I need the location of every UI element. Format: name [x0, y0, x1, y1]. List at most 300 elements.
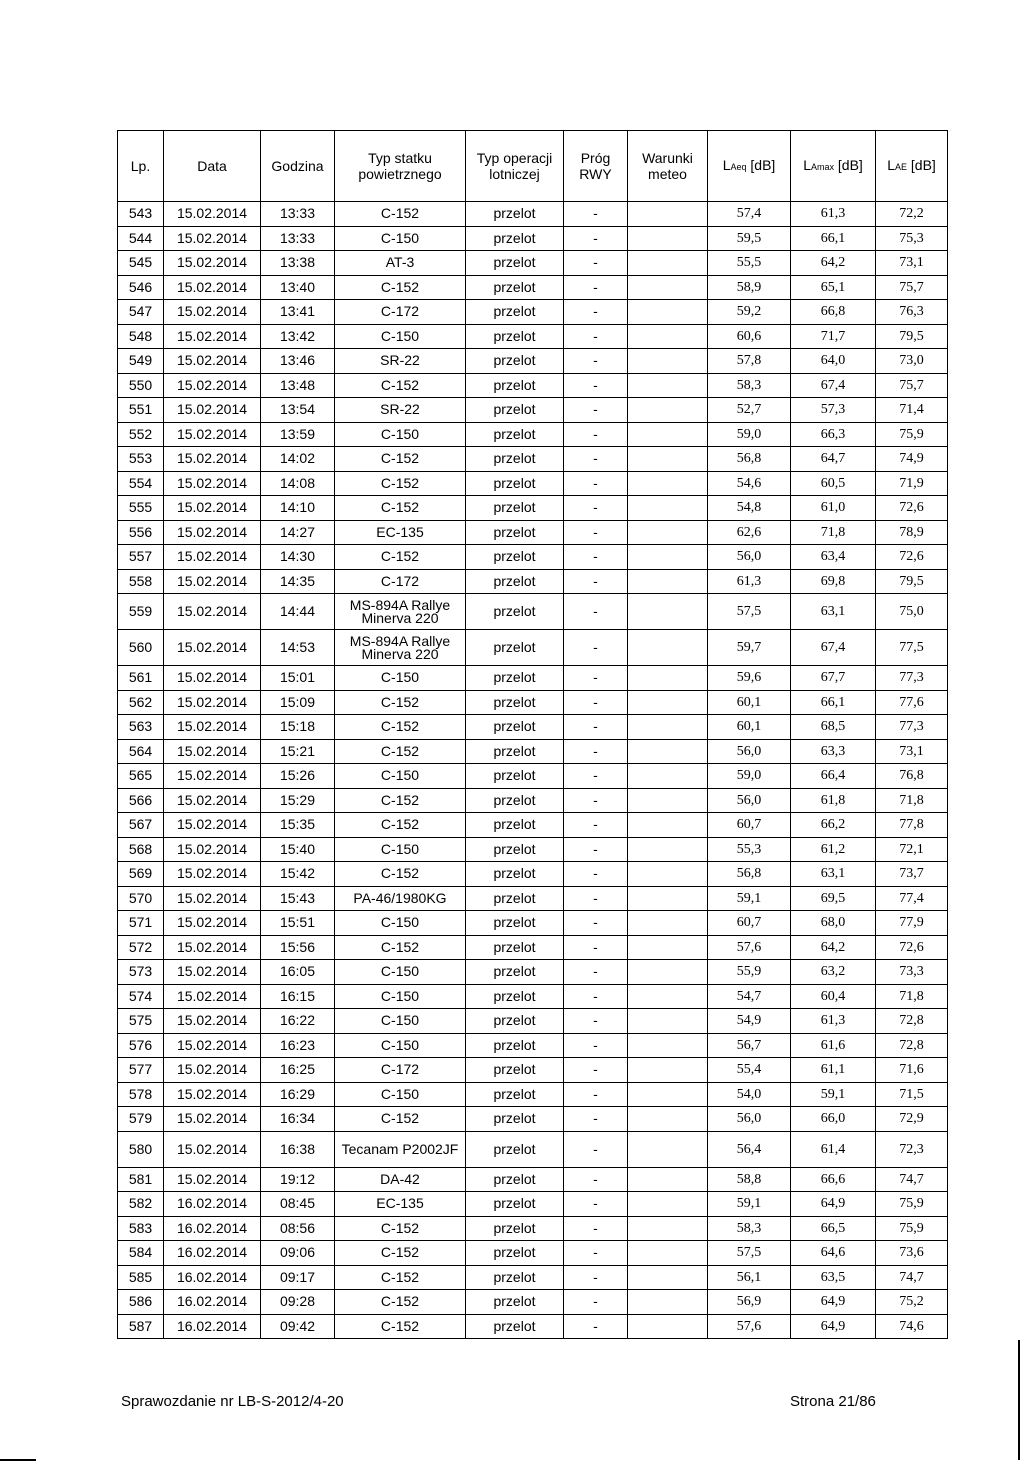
table-row — [118, 1216, 948, 1241]
cell-lamax: 68,0 — [791, 911, 876, 936]
table-row — [118, 788, 948, 813]
cell-lamax: 66,6 — [791, 1167, 876, 1192]
cell-data: 15.02.2014 — [164, 690, 261, 715]
cell-typ-statku: SR-22 — [335, 398, 466, 423]
header-lae-unit: [dB] — [907, 157, 936, 173]
cell-lp: 561 — [118, 666, 164, 691]
cell-lamax: 59,1 — [791, 1082, 876, 1107]
cell-lamax: 63,2 — [791, 960, 876, 985]
cell-typ-statku: C-152 — [335, 275, 466, 300]
cell-lae: 72,9 — [876, 1107, 948, 1132]
cell-warunki — [628, 1058, 708, 1083]
cell-lae: 75,7 — [876, 275, 948, 300]
cell-data: 15.02.2014 — [164, 349, 261, 374]
cell-godzina: 15:26 — [261, 764, 335, 789]
cell-prog: - — [564, 630, 628, 666]
cell-typ-statku: SR-22 — [335, 349, 466, 374]
cell-laeq: 59,0 — [708, 422, 791, 447]
table-row — [118, 715, 948, 740]
cell-warunki — [628, 739, 708, 764]
cell-laeq: 54,0 — [708, 1082, 791, 1107]
table-row — [118, 862, 948, 887]
cell-prog: - — [564, 324, 628, 349]
cell-lae: 77,9 — [876, 911, 948, 936]
cell-godzina: 19:12 — [261, 1167, 335, 1192]
cell-typ-operacji: przelot — [466, 202, 564, 227]
table-row — [118, 739, 948, 764]
cell-warunki — [628, 226, 708, 251]
cell-warunki — [628, 764, 708, 789]
cell-typ-operacji: przelot — [466, 666, 564, 691]
cell-lae: 75,9 — [876, 422, 948, 447]
cell-prog: - — [564, 1216, 628, 1241]
cell-typ-operacji: przelot — [466, 1241, 564, 1266]
table-row — [118, 251, 948, 276]
cell-warunki — [628, 666, 708, 691]
cell-lp: 581 — [118, 1167, 164, 1192]
cell-data: 15.02.2014 — [164, 545, 261, 570]
page-number: Strona 21/86 — [790, 1393, 876, 1410]
cell-lamax: 67,7 — [791, 666, 876, 691]
cell-laeq: 57,4 — [708, 202, 791, 227]
cell-warunki — [628, 984, 708, 1009]
cell-godzina: 13:40 — [261, 275, 335, 300]
cell-lp: 558 — [118, 569, 164, 594]
cell-lamax: 60,5 — [791, 471, 876, 496]
cell-data: 16.02.2014 — [164, 1265, 261, 1290]
table-header — [118, 131, 948, 202]
cell-data: 15.02.2014 — [164, 715, 261, 740]
cell-lae: 79,5 — [876, 569, 948, 594]
cell-data: 15.02.2014 — [164, 300, 261, 325]
cell-godzina: 14:30 — [261, 545, 335, 570]
cell-laeq: 58,9 — [708, 275, 791, 300]
cell-typ-statku: C-150 — [335, 960, 466, 985]
cell-lp: 583 — [118, 1216, 164, 1241]
cell-typ-operacji: przelot — [466, 398, 564, 423]
cell-godzina: 08:45 — [261, 1192, 335, 1217]
cell-data: 15.02.2014 — [164, 447, 261, 472]
cell-prog: - — [564, 739, 628, 764]
cell-godzina: 15:21 — [261, 739, 335, 764]
cell-prog: - — [564, 275, 628, 300]
cell-laeq: 60,6 — [708, 324, 791, 349]
header-lamax — [791, 131, 876, 202]
table-row — [118, 935, 948, 960]
header-lamax-sub: Amax — [810, 162, 834, 172]
cell-lae: 73,7 — [876, 862, 948, 887]
cell-lp: 566 — [118, 788, 164, 813]
cell-lp: 579 — [118, 1107, 164, 1132]
cell-typ-statku: C-152 — [335, 447, 466, 472]
cell-lae: 76,3 — [876, 300, 948, 325]
table-row — [118, 300, 948, 325]
cell-laeq: 54,9 — [708, 1009, 791, 1034]
cell-typ-statku: Tecanam P2002JF — [335, 1131, 466, 1167]
cell-typ-statku: C-150 — [335, 226, 466, 251]
cell-warunki — [628, 251, 708, 276]
table-row — [118, 837, 948, 862]
cell-laeq: 58,8 — [708, 1167, 791, 1192]
cell-godzina: 15:51 — [261, 911, 335, 936]
cell-prog: - — [564, 569, 628, 594]
cell-typ-statku: C-150 — [335, 764, 466, 789]
cell-typ-operacji: przelot — [466, 935, 564, 960]
table-row — [118, 984, 948, 1009]
cell-prog: - — [564, 935, 628, 960]
cell-data: 15.02.2014 — [164, 1082, 261, 1107]
cell-laeq: 59,1 — [708, 1192, 791, 1217]
cell-lp: 555 — [118, 496, 164, 521]
cell-lae: 74,7 — [876, 1265, 948, 1290]
cell-prog: - — [564, 202, 628, 227]
cell-godzina: 09:42 — [261, 1314, 335, 1339]
cell-typ-operacji: przelot — [466, 1265, 564, 1290]
cell-typ-statku: C-152 — [335, 715, 466, 740]
cell-laeq: 56,8 — [708, 862, 791, 887]
cell-warunki — [628, 690, 708, 715]
cell-godzina: 15:35 — [261, 813, 335, 838]
cell-data: 15.02.2014 — [164, 935, 261, 960]
cell-laeq: 54,8 — [708, 496, 791, 521]
cell-typ-statku: C-152 — [335, 373, 466, 398]
cell-lae: 73,6 — [876, 1241, 948, 1266]
cell-prog: - — [564, 373, 628, 398]
cell-laeq: 57,5 — [708, 594, 791, 630]
cell-data: 15.02.2014 — [164, 398, 261, 423]
table-body — [118, 202, 948, 1339]
cell-lp: 576 — [118, 1033, 164, 1058]
cell-laeq: 59,7 — [708, 630, 791, 666]
cell-warunki — [628, 788, 708, 813]
cell-laeq: 56,7 — [708, 1033, 791, 1058]
cell-typ-statku: C-150 — [335, 666, 466, 691]
cell-data: 15.02.2014 — [164, 1167, 261, 1192]
cell-warunki — [628, 837, 708, 862]
table-row — [118, 1033, 948, 1058]
cell-godzina: 16:15 — [261, 984, 335, 1009]
table-row — [118, 398, 948, 423]
cell-prog: - — [564, 1290, 628, 1315]
cell-typ-statku: C-172 — [335, 300, 466, 325]
cell-warunki — [628, 862, 708, 887]
table-row — [118, 226, 948, 251]
cell-lamax: 64,0 — [791, 349, 876, 374]
table-row — [118, 447, 948, 472]
bottom-dash-mark — [0, 1459, 36, 1461]
cell-data: 15.02.2014 — [164, 764, 261, 789]
table-row — [118, 275, 948, 300]
cell-lamax: 66,5 — [791, 1216, 876, 1241]
cell-data: 15.02.2014 — [164, 886, 261, 911]
cell-prog: - — [564, 251, 628, 276]
cell-lae: 72,8 — [876, 1009, 948, 1034]
table-row — [118, 545, 948, 570]
cell-laeq: 55,4 — [708, 1058, 791, 1083]
cell-lp: 571 — [118, 911, 164, 936]
cell-lae: 72,8 — [876, 1033, 948, 1058]
cell-prog: - — [564, 398, 628, 423]
cell-lp: 559 — [118, 594, 164, 630]
cell-typ-statku: C-152 — [335, 496, 466, 521]
table-row — [118, 1314, 948, 1339]
cell-prog: - — [564, 1192, 628, 1217]
cell-godzina: 13:33 — [261, 202, 335, 227]
cell-prog: - — [564, 1033, 628, 1058]
cell-data: 15.02.2014 — [164, 960, 261, 985]
cell-lae: 72,6 — [876, 935, 948, 960]
header-lae-main: L — [887, 157, 895, 173]
cell-warunki — [628, 594, 708, 630]
cell-godzina: 15:56 — [261, 935, 335, 960]
cell-lae: 77,8 — [876, 813, 948, 838]
header-lae — [876, 131, 948, 202]
cell-data: 15.02.2014 — [164, 862, 261, 887]
cell-lp: 570 — [118, 886, 164, 911]
header-lae-sub: AE — [894, 162, 907, 172]
table-row — [118, 422, 948, 447]
cell-typ-statku: AT-3 — [335, 251, 466, 276]
cell-laeq: 56,1 — [708, 1265, 791, 1290]
cell-typ-statku: C-152 — [335, 471, 466, 496]
cell-godzina: 15:43 — [261, 886, 335, 911]
cell-warunki — [628, 1082, 708, 1107]
table-row — [118, 813, 948, 838]
cell-lamax: 64,9 — [791, 1290, 876, 1315]
cell-lp: 572 — [118, 935, 164, 960]
cell-lp: 562 — [118, 690, 164, 715]
cell-prog: - — [564, 422, 628, 447]
cell-godzina: 13:42 — [261, 324, 335, 349]
cell-typ-statku: C-150 — [335, 422, 466, 447]
cell-laeq: 59,5 — [708, 226, 791, 251]
cell-typ-operacji: przelot — [466, 862, 564, 887]
cell-lae: 71,6 — [876, 1058, 948, 1083]
cell-laeq: 56,0 — [708, 1107, 791, 1132]
cell-data: 15.02.2014 — [164, 520, 261, 545]
cell-laeq: 60,7 — [708, 813, 791, 838]
cell-godzina: 15:09 — [261, 690, 335, 715]
cell-warunki — [628, 911, 708, 936]
cell-lae: 78,9 — [876, 520, 948, 545]
cell-warunki — [628, 520, 708, 545]
cell-prog: - — [564, 1131, 628, 1167]
header-laeq-unit: [dB] — [746, 157, 776, 173]
cell-data: 15.02.2014 — [164, 739, 261, 764]
cell-typ-operacji: przelot — [466, 1033, 564, 1058]
cell-typ-operacji: przelot — [466, 422, 564, 447]
cell-data: 15.02.2014 — [164, 275, 261, 300]
cell-prog: - — [564, 862, 628, 887]
header-laeq — [708, 131, 791, 202]
table-row — [118, 960, 948, 985]
cell-typ-operacji: przelot — [466, 911, 564, 936]
table-row — [118, 1167, 948, 1192]
table-row — [118, 520, 948, 545]
cell-typ-statku: DA-42 — [335, 1167, 466, 1192]
cell-typ-statku: C-152 — [335, 1314, 466, 1339]
cell-lamax: 61,8 — [791, 788, 876, 813]
cell-data: 16.02.2014 — [164, 1290, 261, 1315]
cell-warunki — [628, 1290, 708, 1315]
cell-laeq: 58,3 — [708, 373, 791, 398]
cell-godzina: 16:22 — [261, 1009, 335, 1034]
cell-typ-statku: C-152 — [335, 862, 466, 887]
cell-data: 16.02.2014 — [164, 1241, 261, 1266]
cell-lae: 77,3 — [876, 715, 948, 740]
table-row — [118, 690, 948, 715]
cell-lp: 567 — [118, 813, 164, 838]
cell-typ-statku: C-152 — [335, 813, 466, 838]
cell-lae: 77,3 — [876, 666, 948, 691]
cell-data: 15.02.2014 — [164, 813, 261, 838]
cell-typ-operacji: przelot — [466, 1131, 564, 1167]
cell-lae: 72,6 — [876, 545, 948, 570]
cell-godzina: 15:18 — [261, 715, 335, 740]
cell-prog: - — [564, 1167, 628, 1192]
cell-lp: 565 — [118, 764, 164, 789]
cell-typ-statku: C-152 — [335, 690, 466, 715]
cell-warunki — [628, 1241, 708, 1266]
cell-prog: - — [564, 545, 628, 570]
cell-typ-statku: C-152 — [335, 1216, 466, 1241]
cell-typ-operacji: przelot — [466, 496, 564, 521]
cell-warunki — [628, 715, 708, 740]
cell-lp: 547 — [118, 300, 164, 325]
cell-lp: 552 — [118, 422, 164, 447]
cell-prog: - — [564, 690, 628, 715]
cell-godzina: 13:54 — [261, 398, 335, 423]
cell-typ-operacji: przelot — [466, 1192, 564, 1217]
measurement-table — [117, 130, 948, 1339]
cell-lamax: 63,1 — [791, 862, 876, 887]
cell-typ-statku: C-150 — [335, 984, 466, 1009]
cell-typ-operacji: przelot — [466, 447, 564, 472]
cell-lp: 573 — [118, 960, 164, 985]
cell-lp: 546 — [118, 275, 164, 300]
cell-data: 15.02.2014 — [164, 1131, 261, 1167]
cell-lamax: 66,1 — [791, 690, 876, 715]
cell-lamax: 71,8 — [791, 520, 876, 545]
cell-prog: - — [564, 911, 628, 936]
cell-lamax: 64,2 — [791, 251, 876, 276]
cell-lae: 73,1 — [876, 739, 948, 764]
cell-lamax: 71,7 — [791, 324, 876, 349]
cell-lp: 544 — [118, 226, 164, 251]
cell-lae: 77,5 — [876, 630, 948, 666]
cell-warunki — [628, 935, 708, 960]
cell-godzina: 15:29 — [261, 788, 335, 813]
cell-data: 15.02.2014 — [164, 471, 261, 496]
cell-lp: 551 — [118, 398, 164, 423]
table-row — [118, 202, 948, 227]
cell-typ-operacji: przelot — [466, 1058, 564, 1083]
cell-warunki — [628, 447, 708, 472]
cell-lp: 550 — [118, 373, 164, 398]
cell-laeq: 60,1 — [708, 715, 791, 740]
cell-typ-statku: C-150 — [335, 1082, 466, 1107]
cell-godzina: 13:33 — [261, 226, 335, 251]
table-row — [118, 324, 948, 349]
cell-warunki — [628, 324, 708, 349]
cell-lp: 560 — [118, 630, 164, 666]
cell-typ-statku: C-152 — [335, 1241, 466, 1266]
cell-lp: 553 — [118, 447, 164, 472]
cell-lae: 71,5 — [876, 1082, 948, 1107]
cell-laeq: 60,1 — [708, 690, 791, 715]
cell-godzina: 16:23 — [261, 1033, 335, 1058]
cell-laeq: 56,4 — [708, 1131, 791, 1167]
cell-typ-operacji: przelot — [466, 251, 564, 276]
cell-data: 15.02.2014 — [164, 1009, 261, 1034]
cell-typ-statku: C-152 — [335, 739, 466, 764]
cell-lamax: 68,5 — [791, 715, 876, 740]
cell-typ-operacji: przelot — [466, 739, 564, 764]
cell-typ-operacji: przelot — [466, 690, 564, 715]
cell-typ-statku: MS-894A Rallye Minerva 220 — [335, 630, 466, 666]
cell-godzina: 16:38 — [261, 1131, 335, 1167]
table-row — [118, 594, 948, 630]
table-row — [118, 1131, 948, 1167]
table-row — [118, 569, 948, 594]
report-number: Sprawozdanie nr LB-S-2012/4-20 — [121, 1393, 344, 1410]
cell-lae: 72,6 — [876, 496, 948, 521]
header-warunki: Warunki meteo — [628, 131, 708, 202]
cell-lp: 569 — [118, 862, 164, 887]
cell-laeq: 56,8 — [708, 447, 791, 472]
cell-godzina: 09:28 — [261, 1290, 335, 1315]
cell-lae: 75,0 — [876, 594, 948, 630]
cell-typ-statku: C-150 — [335, 324, 466, 349]
cell-prog: - — [564, 349, 628, 374]
cell-laeq: 61,3 — [708, 569, 791, 594]
table-row — [118, 349, 948, 374]
cell-typ-statku: C-152 — [335, 1107, 466, 1132]
cell-prog: - — [564, 960, 628, 985]
table-row — [118, 1265, 948, 1290]
cell-typ-statku: C-152 — [335, 788, 466, 813]
cell-typ-operacji: przelot — [466, 1107, 564, 1132]
cell-prog: - — [564, 1241, 628, 1266]
cell-prog: - — [564, 1265, 628, 1290]
cell-warunki — [628, 1107, 708, 1132]
cell-warunki — [628, 813, 708, 838]
cell-typ-operacji: przelot — [466, 349, 564, 374]
table-row — [118, 1009, 948, 1034]
cell-data: 15.02.2014 — [164, 373, 261, 398]
header-data: Data — [164, 131, 261, 202]
table-row — [118, 911, 948, 936]
cell-data: 15.02.2014 — [164, 666, 261, 691]
cell-prog: - — [564, 226, 628, 251]
cell-lamax: 61,0 — [791, 496, 876, 521]
cell-lamax: 69,5 — [791, 886, 876, 911]
cell-lae: 75,9 — [876, 1192, 948, 1217]
cell-typ-operacji: przelot — [466, 837, 564, 862]
cell-typ-operacji: przelot — [466, 569, 564, 594]
cell-typ-operacji: przelot — [466, 886, 564, 911]
cell-typ-statku: C-152 — [335, 1265, 466, 1290]
cell-lamax: 61,4 — [791, 1131, 876, 1167]
cell-warunki — [628, 496, 708, 521]
cell-warunki — [628, 1009, 708, 1034]
cell-typ-statku: EC-135 — [335, 1192, 466, 1217]
cell-laeq: 57,6 — [708, 935, 791, 960]
cell-typ-operacji: przelot — [466, 715, 564, 740]
cell-lae: 72,1 — [876, 837, 948, 862]
header-typ-statku: Typ statku powietrznego — [335, 131, 466, 202]
cell-laeq: 54,7 — [708, 984, 791, 1009]
